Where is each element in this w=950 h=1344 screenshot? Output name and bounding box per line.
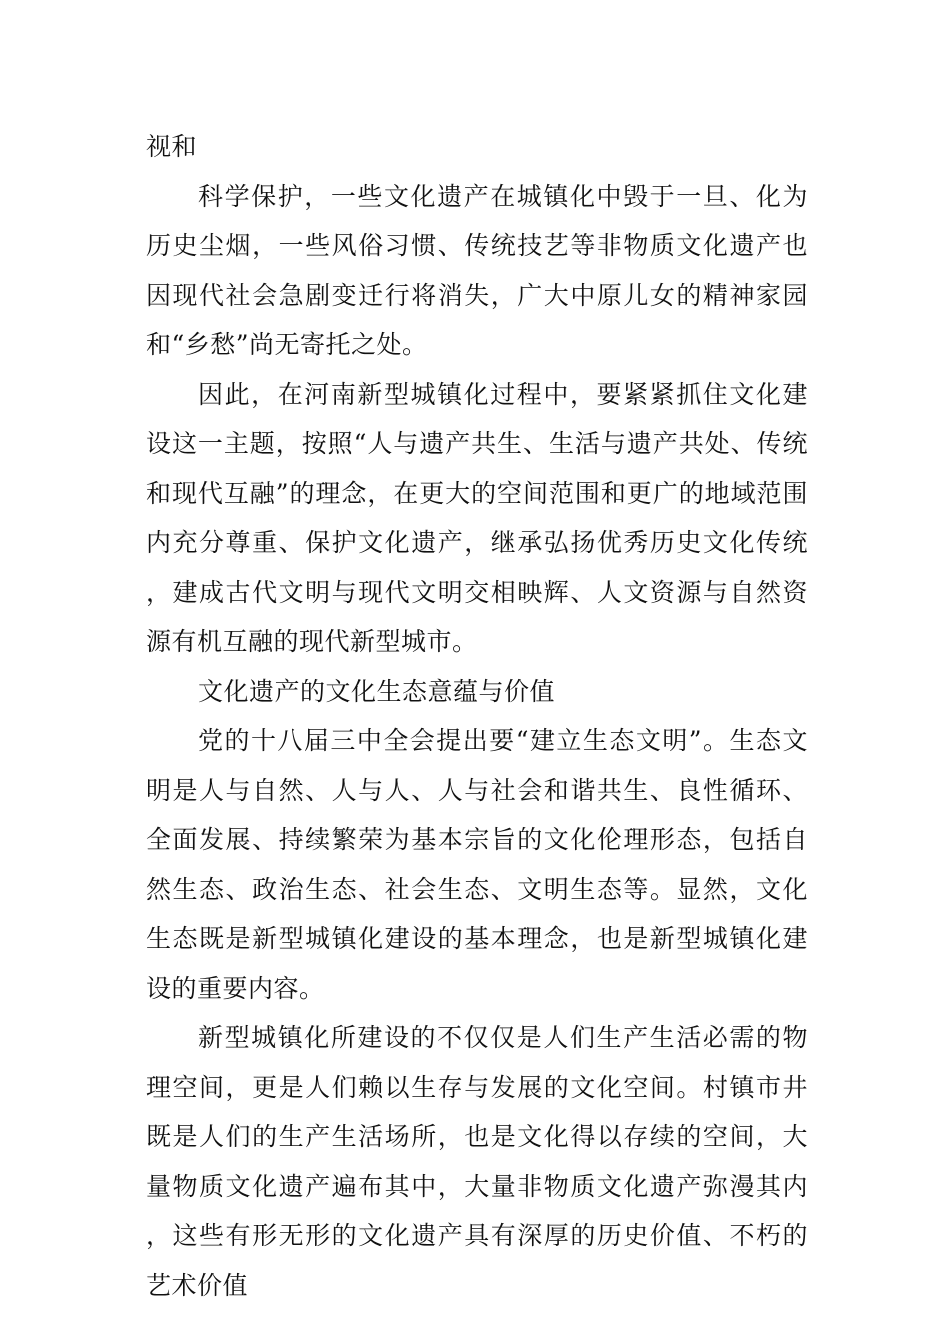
section-heading: 文化遗产的文化生态意蕴与价值 <box>198 676 556 706</box>
lead-fragment: 视和 <box>146 132 198 161</box>
body-text <box>146 122 808 1310</box>
paragraph-ecological-civilization: 党的十八届三中全会提出要“建立生态文明”。生态文明是人与自然、人与人、人与社会和谐共生、良性循环、全面发展、持续繁荣为基本宗旨的文化伦理形态，包括自然生态、政治生态、社会生态、文明生态等。显然，文化生态既是新型城镇化建设的基本理念，也是新型城镇化建设的重要内容。 <box>146 726 808 1003</box>
paragraph-conservation: 科学保护，一些文化遗产在城镇化中毁于一旦、化为历史尘烟，一些风俗习惯、传统技艺等非物质文化遗产也因现代社会急剧变迁行将消失，广大中原儿女的精神家园和“乡愁”尚无寄托之处。 <box>146 181 808 359</box>
paragraph-cultural-construction: 因此，在河南新型城镇化过程中，要紧紧抓住文化建设这一主题，按照“人与遗产共生、生活与遗产共处、传统和现代互融”的理念，在更大的空间范围和更广的地域范围内充分尊重、保护文化遗产，继承弘扬优秀历史文化传统，建成古代文明与现代文明交相映辉、人文资源与自然资源有机互融的现代新型城市。 <box>146 379 808 656</box>
paragraph-cultural-space: 新型城镇化所建设的不仅仅是人们生产生活必需的物理空间，更是人们赖以生存与发展的文化空间。村镇市井既是人们的生产生活场所，也是文化得以存续的空间，大量物质文化遗产遍布其中，大量非物质文化遗产弥漫其内，这些有形无形的文化遗产具有深厚的历史价值、不朽的艺术价值 <box>146 1023 808 1300</box>
